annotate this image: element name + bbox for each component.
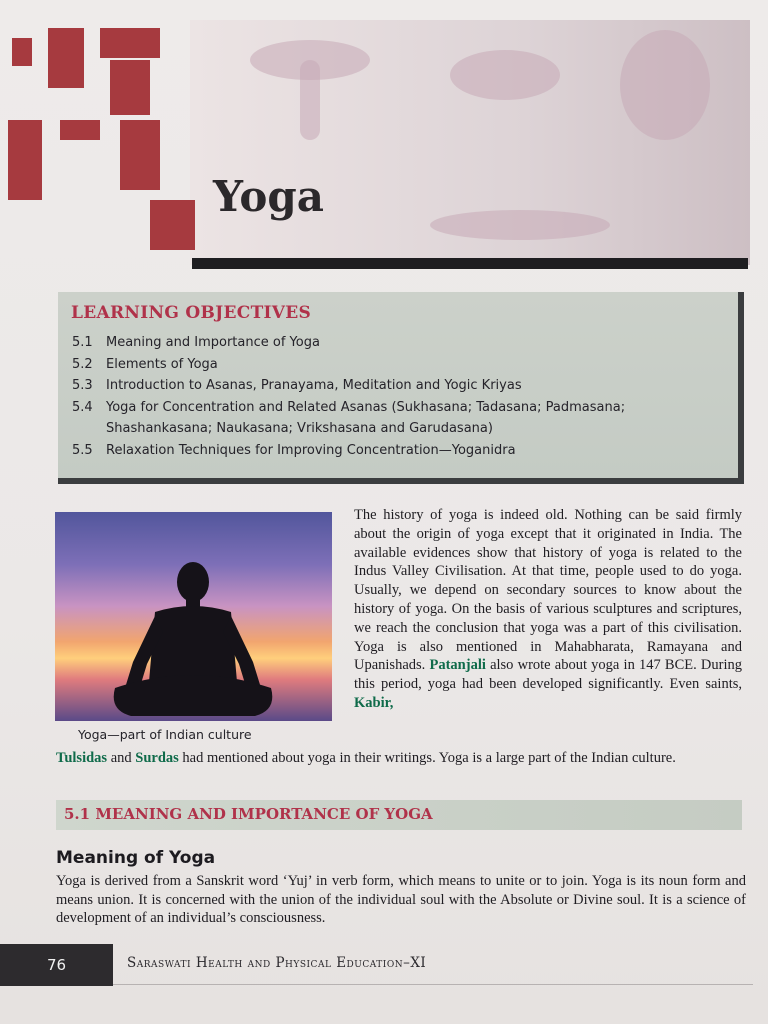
learning-objectives-list <box>72 332 712 461</box>
list-item: 5.3 Introduction to Asanas, Pranayama, Meditation and Yogic Kriyas <box>72 378 522 393</box>
yoga-pose-silhouette <box>450 50 560 100</box>
learning-objectives-heading: LEARNING OBJECTIVES <box>71 303 312 323</box>
meditating-person-silhouette <box>55 512 332 721</box>
header-banner-image <box>190 20 750 265</box>
section-heading: 5.1 MEANING AND IMPORTANCE OF YOGA <box>64 805 433 823</box>
yoga-pose-silhouette <box>620 30 710 140</box>
intro-paragraph: The history of yoga is indeed old. Nothing can be said firmly about the origin of yoga except that it originated in India. The available evidences show that history of yoga is related to the Indus Valley Civilisation. At that time, people used to do yoga. Usually, we depend on secondary sources to know about the history of yoga. On the basis of various sculptures and scriptures, we reach the conclusion that yoga was a part of this civilisation. Yoga is also mentioned in Mahabharata, Ramayana and Upanishads. Patanjali also wrote about yoga in 147 BCE. During this period, yoga had been developed significantly. Even saints, Kabir, <box>354 507 743 711</box>
meditation-photo <box>55 512 332 721</box>
list-item: 5.1 Meaning and Importance of Yoga <box>72 335 320 350</box>
title-rule <box>192 258 748 269</box>
footer-rule <box>113 984 753 985</box>
subsection-heading: Meaning of Yoga <box>56 848 216 868</box>
list-item: 5.2 Elements of Yoga <box>72 356 218 372</box>
figure-caption: Yoga—part of Indian culture <box>78 727 252 742</box>
list-item: 5.4 Yoga for Concentration and Related Asanas (Sukhasana; Tadasana; Padmasana; Shashankasana; Naukasana; Vrikshasana and Garudasana) <box>72 399 626 436</box>
intro-paragraph-continued: Tulsidas and Surdas had mentioned about yoga in their writings. Yoga is a large part of the Indian culture. <box>56 750 676 766</box>
learning-objectives-box <box>58 292 744 484</box>
chapter-title: Yoga <box>213 172 324 221</box>
page-number: 76 <box>0 944 113 986</box>
book-title: Saraswati Health and Physical Education–XI <box>127 955 427 971</box>
meaning-paragraph: Yoga is derived from a Sanskrit word ‘Yuj’ in verb form, which means to unite or to join. Yoga is its noun form and means union. It is concerned with the union of the individual soul with the Absolute or Divine soul. It is a science of development of an individual’s consciousness. <box>56 873 746 926</box>
yoga-pose-silhouette <box>430 210 610 240</box>
list-item: 5.5 Relaxation Techniques for Improving Concentration—Yoganidra <box>72 442 516 458</box>
yoga-pose-silhouette <box>300 60 320 140</box>
section-heading-band <box>56 800 742 830</box>
decorative-red-pattern <box>0 20 195 250</box>
